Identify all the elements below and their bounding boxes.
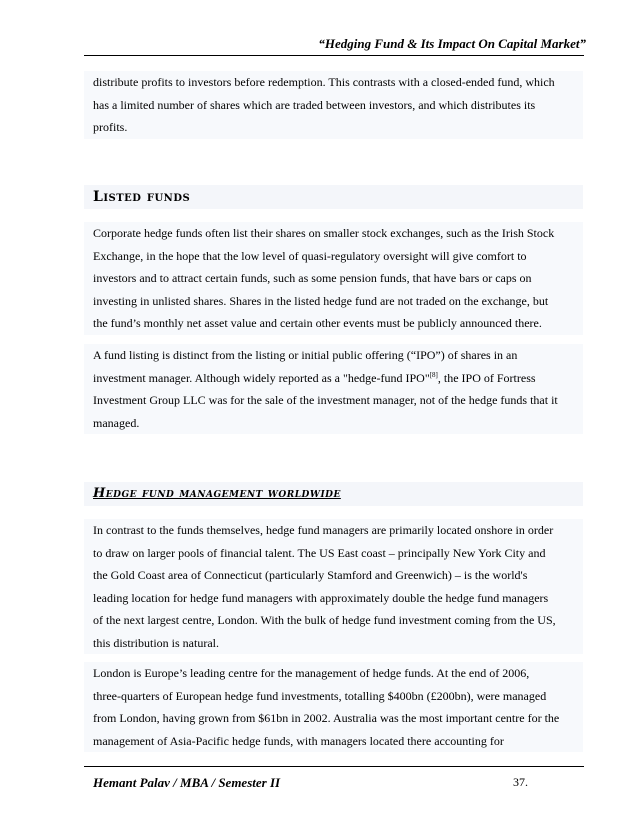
worldwide-paragraph-2 [84, 662, 583, 752]
text-line: three-quarters of European hedge fund investments, totalling $400bn (£200bn), were managed [93, 688, 547, 703]
header-divider [84, 55, 584, 56]
text-fragment: investment manager. Although widely reported as a "hedge-fund IPO" [93, 370, 430, 385]
text-line: London is Europe’s leading centre for the management of hedge funds. At the end of 2006, [93, 666, 530, 680]
footer-divider [84, 766, 584, 767]
text-line: A fund listing is distinct from the listing or initial public offering (“IPO”) of shares in an [93, 348, 518, 362]
text-line: management of Asia-Pacific hedge funds, with managers located there accounting for [93, 733, 504, 748]
text-line: In contrast to the funds themselves, hedge fund managers are primarily located onshore in order [93, 523, 554, 537]
intro-paragraph [84, 71, 583, 139]
text-line: of the next largest centre, London. With the bulk of hedge fund investment coming from the US, [93, 613, 556, 627]
text-line: distribute profits to investors before redemption. This contrasts with a closed-ended fund, which [93, 75, 555, 89]
text-line [93, 367, 583, 390]
section-heading-listed-funds: Listed funds [84, 185, 583, 209]
page-number: 37. [513, 775, 528, 789]
text-line: Corporate hedge funds often list their shares on smaller stock exchanges, such as the Irish Stock [93, 226, 555, 240]
text-line: from London, having grown from $61bn in 2002. Australia was the most important centre for the [93, 711, 560, 725]
text-line: profits. [93, 120, 128, 134]
text-line: managed. [93, 415, 140, 430]
footer-author: Hemant Palav / MBA / Semester II [93, 775, 281, 790]
listed-paragraph-2 [84, 344, 583, 434]
text-line: Exchange, in the hope that the low level of quasi-regulatory oversight will give comfort to [93, 248, 527, 263]
text-line: this distribution is natural. [93, 635, 219, 650]
text-line: has a limited number of shares which are traded between investors, and which distributes its [93, 97, 536, 112]
text-line: the Gold Coast area of Connecticut (particularly Stamford and Greenwich) – is the world's [93, 568, 528, 582]
running-header: “Hedging Fund & Its Impact On Capital Market” [318, 36, 586, 51]
text-fragment: , the IPO of Fortress [437, 370, 536, 385]
footnote-reference[interactable]: [8] [429, 370, 438, 379]
listed-paragraph-1 [84, 222, 583, 335]
text-line: investors and to attract certain funds, such as some pension funds, that have bars or caps on [93, 271, 532, 285]
text-line: the fund’s monthly net asset value and certain other events must be publicly announced there. [93, 316, 542, 330]
text-line: leading location for hedge fund managers with approximately double the hedge fund managers [93, 590, 549, 605]
worldwide-paragraph-1 [84, 519, 583, 654]
section-heading-hedge-fund-management-worldwide: Hedge fund management worldwide [84, 482, 583, 506]
text-line: investing in unlisted shares. Shares in the listed hedge fund are not traded on the exchange, but [93, 293, 549, 308]
text-line: to draw on larger pools of financial talent. The US East coast – principally New York City and [93, 545, 546, 560]
text-line: Investment Group LLC was for the sale of the investment manager, not of the hedge funds that it [93, 393, 558, 407]
